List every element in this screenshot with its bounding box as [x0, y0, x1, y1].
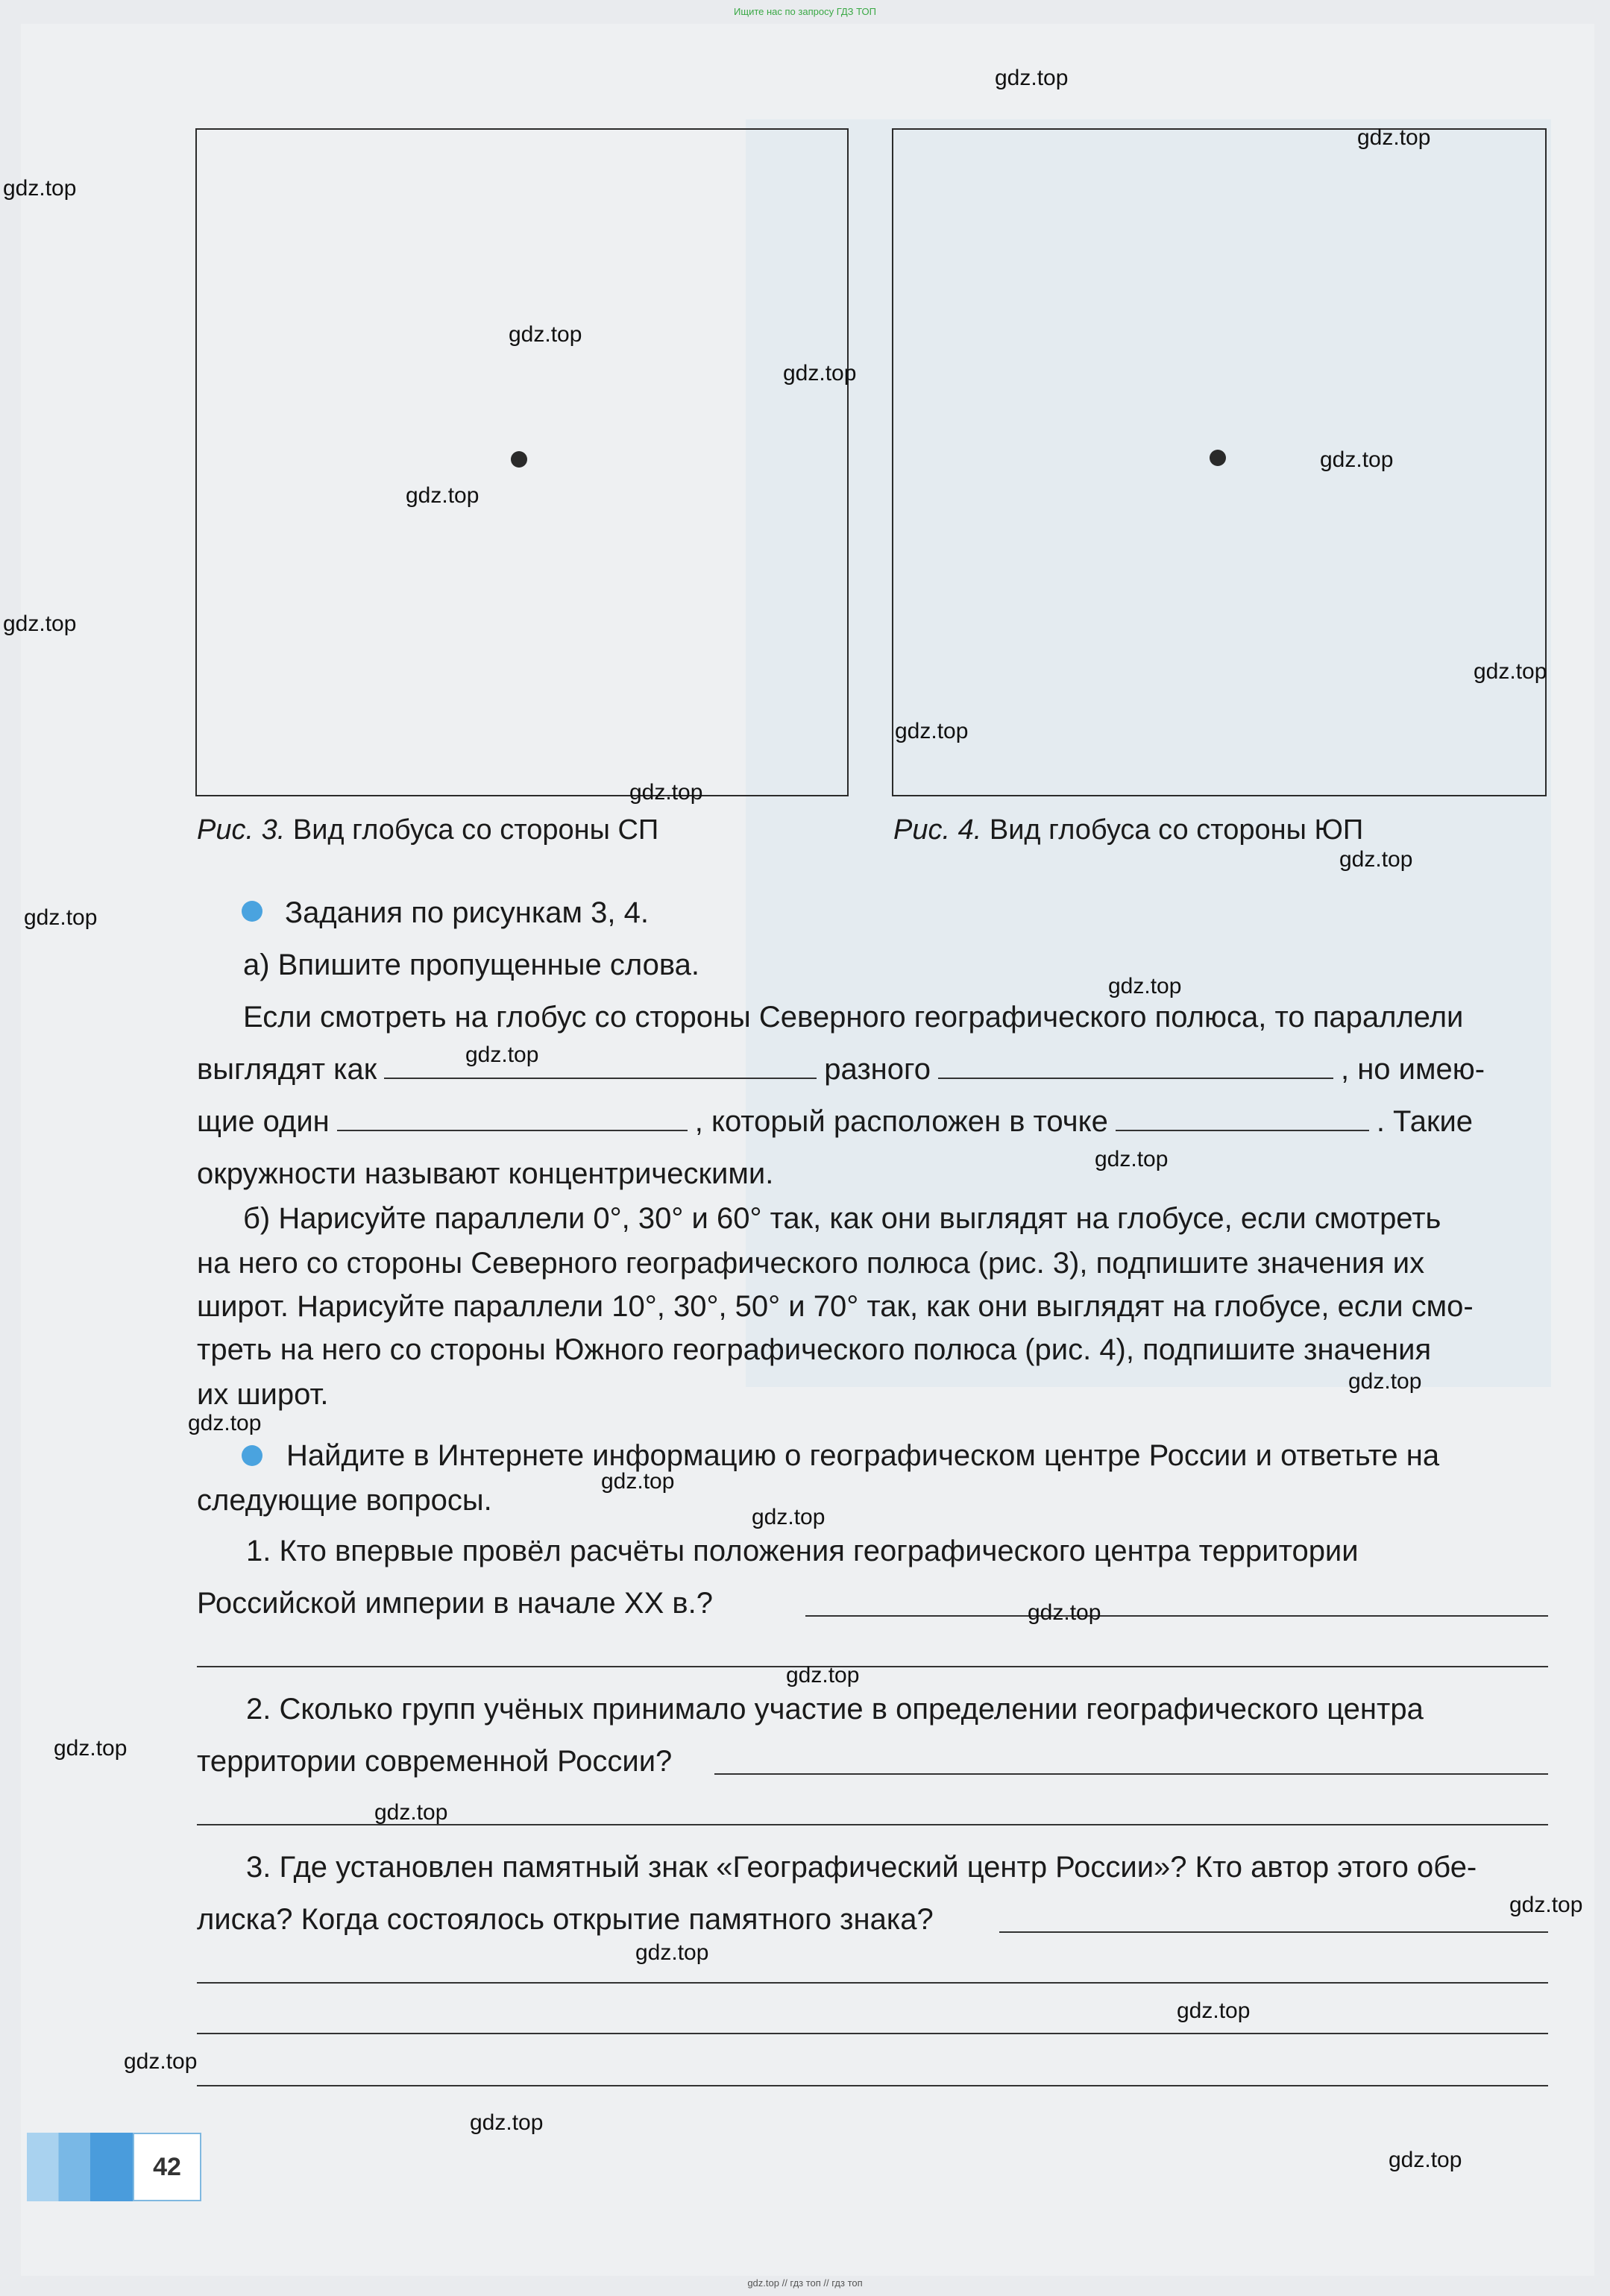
question-1b: Российской империи в начале XX в.? [197, 1587, 713, 1620]
watermark: gdz.top [1389, 2148, 1462, 2172]
answer-line-3b[interactable] [197, 1982, 1548, 1984]
figure-4-caption [893, 814, 1363, 846]
answer-line-3d[interactable] [197, 2085, 1548, 2086]
watermark: gdz.top [465, 1042, 539, 1067]
task1-a-label: а) Впишите пропущенные слова. [243, 949, 700, 981]
task1-bullet [242, 901, 262, 922]
watermark: gdz.top [1108, 974, 1182, 998]
figure-4-label: Рис. 4. [893, 814, 982, 846]
figure-3-label: Рис. 3. [197, 814, 286, 846]
task1-b4: треть на него со стороны Южного географического полюса (рис. 4), подпишите значения [197, 1333, 1432, 1366]
answer-line-1b[interactable] [197, 1666, 1548, 1667]
task1-p2-a: выглядят как [197, 1053, 377, 1086]
question-3a: 3. Где установлен памятный знак «Географический центр России»? Кто автор этого обе- [246, 1851, 1477, 1884]
figure-4-text: Вид глобуса со стороны ЮП [989, 814, 1364, 846]
watermark: gdz.top [54, 1736, 128, 1761]
task1-b5: их широт. [197, 1378, 329, 1411]
top-banner[interactable]: Ищите нас по запросу ГДЗ ТОП [734, 6, 876, 17]
answer-line-2a[interactable] [714, 1773, 1548, 1775]
watermark: gdz.top [786, 1663, 860, 1688]
task1-p2 [197, 1054, 1485, 1084]
watermark: gdz.top [629, 780, 703, 805]
question-2b: территории современной России? [197, 1745, 673, 1778]
task1-p3 [197, 1107, 1473, 1136]
question-3b: лиска? Когда состоялось открытие памятного знака? [197, 1903, 934, 1936]
watermark: gdz.top [1028, 1600, 1101, 1625]
task1-p1: Если смотреть на глобус со стороны Северного географического полюса, то параллели [243, 1001, 1464, 1034]
page-number: 42 [133, 2133, 201, 2201]
figure-4-pole-dot [1210, 450, 1226, 466]
blank-3[interactable] [337, 1129, 688, 1131]
blank-1[interactable] [384, 1077, 817, 1079]
blank-4[interactable] [1116, 1129, 1369, 1131]
task1-b3: широт. Нарисуйте параллели 10°, 30°, 50° и 70° так, как они выглядят на глобусе, если смо- [197, 1290, 1474, 1323]
task1-p3-b: , который расположен в точке [694, 1105, 1108, 1138]
blank-2[interactable] [938, 1077, 1333, 1079]
question-2a: 2. Сколько групп учёных принимало участие в определении географического центра [246, 1693, 1424, 1726]
task1-b2: на него со стороны Северного географического полюса (рис. 3), подпишите значения их [197, 1247, 1425, 1280]
answer-line-3a[interactable] [999, 1931, 1548, 1933]
question-1a: 1. Кто впервые провёл расчёты положения географического центра территории [246, 1535, 1359, 1567]
watermark: gdz.top [470, 2110, 544, 2135]
task1-b1: б) Нарисуйте параллели 0°, 30° и 60° так, как они выглядят на глобусе, если смотреть [243, 1202, 1441, 1235]
task1-p4: окружности называют концентрическими. [197, 1157, 774, 1190]
watermark: gdz.top [1339, 847, 1413, 872]
watermark: gdz.top [3, 611, 77, 636]
answer-line-1a[interactable] [805, 1615, 1548, 1617]
watermark: gdz.top [1320, 447, 1394, 472]
watermark: gdz.top [24, 905, 98, 930]
task2-title2: следующие вопросы. [197, 1484, 492, 1517]
task1-p2-b: разного [824, 1053, 931, 1086]
answer-line-3c[interactable] [197, 2033, 1548, 2034]
watermark: gdz.top [783, 361, 857, 386]
watermark: gdz.top [1474, 659, 1547, 684]
watermark: gdz.top [995, 66, 1069, 90]
task2-bullet [242, 1445, 262, 1466]
watermark: gdz.top [1357, 125, 1431, 150]
task1-p2-c: , но имею- [1340, 1053, 1485, 1086]
watermark: gdz.top [1177, 1998, 1251, 2023]
figure-3-pole-dot [511, 451, 527, 468]
task2-title1: Найдите в Интернете информацию о географическом центре России и ответьте на [286, 1439, 1440, 1472]
page-number-stripe [27, 2133, 133, 2201]
watermark: gdz.top [406, 483, 479, 508]
watermark: gdz.top [1348, 1369, 1422, 1394]
watermark: gdz.top [509, 322, 582, 347]
task1-p3-a: щие один [197, 1105, 330, 1138]
watermark: gdz.top [374, 1800, 448, 1825]
watermark: gdz.top [752, 1505, 826, 1529]
figure-3-caption [197, 814, 658, 846]
bottom-banner[interactable]: gdz.top // гдз топ // гдз топ [747, 2277, 863, 2289]
figure-3-text: Вид глобуса со стороны СП [292, 814, 659, 846]
watermark: gdz.top [895, 719, 969, 743]
watermark: gdz.top [124, 2049, 198, 2074]
watermark: gdz.top [635, 1940, 709, 1965]
watermark: gdz.top [3, 176, 77, 201]
watermark: gdz.top [188, 1411, 262, 1435]
task1-p3-c: . Такие [1376, 1105, 1474, 1138]
watermark: gdz.top [1509, 1893, 1583, 1917]
task1-title: Задания по рисункам 3, 4. [285, 896, 649, 929]
watermark: gdz.top [1095, 1147, 1169, 1171]
watermark: gdz.top [601, 1469, 675, 1494]
